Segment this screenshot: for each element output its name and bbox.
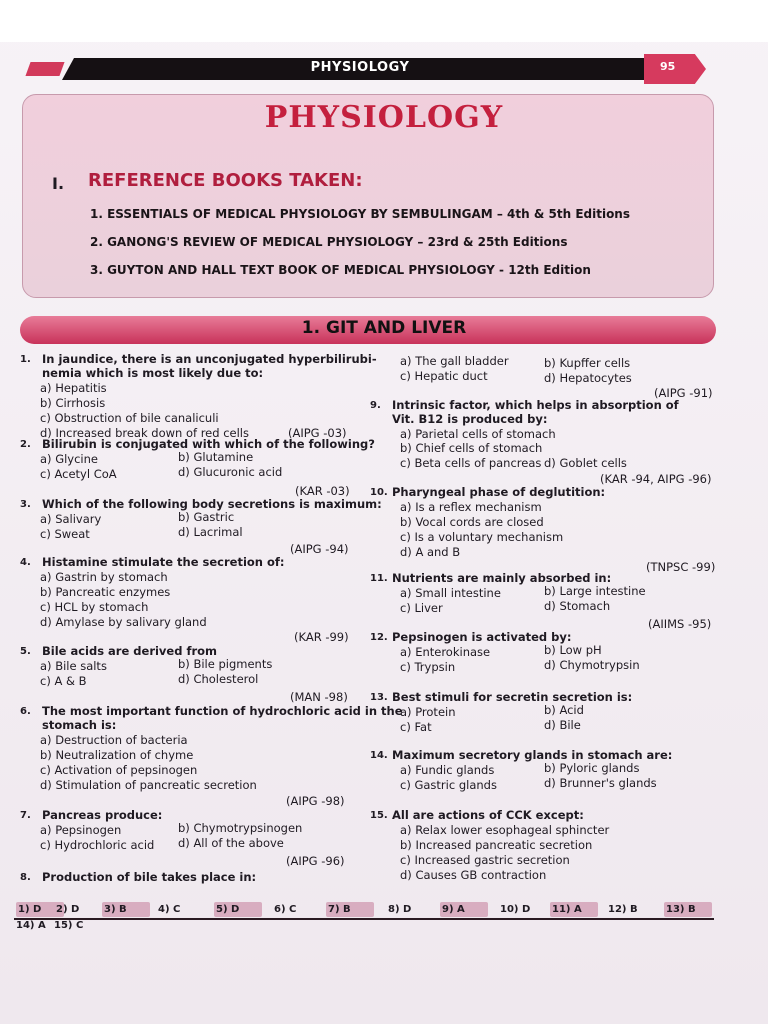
option: a) Is a reflex mechanism [400,500,542,514]
reference-item: 2. GANONG'S REVIEW OF MEDICAL PHYSIOLOGY – 23rd & 25th Editions [90,235,568,249]
question-text: Pepsinogen is activated by: [392,630,572,644]
option: c) Fat [400,720,432,734]
question-text: Maximum secretory glands in stomach are: [392,748,673,762]
question-number: 4. [20,557,31,568]
option: d) Stimulation of pancreatic secretion [40,778,257,792]
answer-value: C [173,904,181,915]
option: c) Obstruction of bile canaliculi [40,411,219,425]
question-text: The most important function of hydrochloric acid in the [42,704,403,718]
answer-key-divider [14,918,714,920]
answer-item [216,904,239,915]
option: d) Causes GB contraction [400,868,547,882]
question-number: 8. [20,872,31,883]
option: b) Acid [544,703,584,717]
answer-item [56,904,79,915]
question-number: 1. [20,354,31,365]
option: c) Sweat [40,527,90,541]
answer-number: 15) [54,920,73,931]
option: b) Kupffer cells [544,356,631,370]
answer-number: 11) [552,904,571,915]
question-text: Pancreas produce: [42,808,163,822]
option: a) Enterokinase [400,645,491,659]
answer-item [158,904,180,915]
question-text: stomach is: [42,718,117,732]
answer-value: A [457,904,465,915]
option: a) Fundic glands [400,763,495,777]
option: c) Liver [400,601,443,615]
question-number: 9. [370,400,381,411]
option: c) Hepatic duct [400,369,488,383]
reference-numeral: I. [52,174,65,193]
option: d) All of the above [178,836,284,850]
option: b) Gastric [178,510,235,524]
option: a) Gastrin by stomach [40,570,168,584]
question-text: Histamine stimulate the secretion of: [42,555,285,569]
question-source: (AIPG -91) [654,386,713,400]
option: d) A and B [400,545,461,559]
answer-item [552,904,582,915]
answer-value: C [289,904,297,915]
question-text: Intrinsic factor, which helps in absorption of [392,398,679,412]
question-text: Production of bile takes place in: [42,870,257,884]
option: d) Bile [544,718,581,732]
answer-item [328,904,351,915]
option: d) Glucuronic acid [178,465,283,479]
running-header: PHYSIOLOGY [310,60,410,75]
answer-item [666,904,696,915]
option: b) Glutamine [178,450,254,464]
answer-number: 8) [388,904,400,915]
option: a) Glycine [40,452,98,466]
section-title: 1. GIT AND LIVER [301,318,467,338]
answer-number: 3) [104,904,116,915]
option: d) Goblet cells [544,456,627,470]
question-number: 7. [20,810,31,821]
reference-heading: REFERENCE BOOKS TAKEN: [88,170,363,191]
question-source: (AIPG -03) [288,426,347,440]
page-title: PHYSIOLOGY [264,100,504,135]
option: a) Relax lower esophageal sphincter [400,823,610,837]
answer-item [16,920,46,931]
answer-value: D [33,904,42,915]
question-source: (AIPG -94) [290,542,349,556]
answer-item [54,920,83,931]
option: c) Gastric glands [400,778,497,792]
option: d) Brunner's glands [544,776,657,790]
option: b) Large intestine [544,584,646,598]
option: d) Lacrimal [178,525,243,539]
question-text: Vit. B12 is produced by: [392,412,548,426]
answer-number: 4) [158,904,170,915]
option: d) Increased break down of red cells [40,426,249,440]
question-source: (KAR -94, AIPG -96) [600,472,712,486]
option: a) Bile salts [40,659,107,673]
reference-item: 3. GUYTON AND HALL TEXT BOOK OF MEDICAL PHYSIOLOGY - 12th Edition [90,263,591,277]
answer-value: B [119,904,127,915]
question-number: 14. [370,750,388,761]
answer-number: 10) [500,904,519,915]
option: a) Salivary [40,512,102,526]
answer-item [274,904,296,915]
option: d) Chymotrypsin [544,658,640,672]
answer-number: 9) [442,904,454,915]
answer-number: 6) [274,904,286,915]
option: c) Beta cells of pancreas [400,456,542,470]
option: c) Acetyl CoA [40,467,117,481]
question-source: (KAR -03) [295,484,350,498]
answer-value: D [403,904,412,915]
option: b) Chymotrypsinogen [178,821,303,835]
question-text: Nutrients are mainly absorbed in: [392,571,612,585]
answer-value: D [231,904,240,915]
option: d) Stomach [544,599,611,613]
option: a) Destruction of bacteria [40,733,188,747]
question-number: 15. [370,810,388,821]
answer-item [18,904,41,915]
answer-number: 1) [18,904,30,915]
question-source: (TNPSC -99) [646,560,716,574]
option: c) HCL by stomach [40,600,149,614]
option: a) Hepatitis [40,381,107,395]
question-number: 10. [370,487,388,498]
question-text: All are actions of CCK except: [392,808,584,822]
option: b) Cirrhosis [40,396,106,410]
answer-value: A [37,920,46,931]
option: b) Neutralization of chyme [40,748,194,762]
option: c) Trypsin [400,660,456,674]
option: a) Pepsinogen [40,823,122,837]
option: d) Cholesterol [178,672,259,686]
page-top-margin [0,0,768,42]
page-number: 95 [660,60,676,73]
option: b) Low pH [544,643,602,657]
option: b) Vocal cords are closed [400,515,544,529]
answer-value: B [343,904,351,915]
answer-item [104,904,127,915]
option: a) Small intestine [400,586,501,600]
reference-item: 1. ESSENTIALS OF MEDICAL PHYSIOLOGY BY SEMBULINGAM – 4th & 5th Editions [90,207,630,221]
answer-number: 13) [666,904,685,915]
option: c) A & B [40,674,87,688]
question-source: (AIIMS -95) [648,617,712,631]
option: a) The gall bladder [400,354,509,368]
question-number: 3. [20,499,31,510]
answer-value: B [629,904,638,915]
answer-number: 7) [328,904,340,915]
question-source: (KAR -99) [294,630,349,644]
option: b) Increased pancreatic secretion [400,838,593,852]
option: d) Hepatocytes [544,371,632,385]
question-text: Best stimuli for secretin secretion is: [392,690,633,704]
question-source: (AIPG -96) [286,854,345,868]
answer-number: 5) [216,904,228,915]
question-source: (AIPG -98) [286,794,345,808]
option: b) Pancreatic enzymes [40,585,171,599]
answer-item [442,904,465,915]
option: a) Parietal cells of stomach [400,427,556,441]
header-accent [25,62,64,76]
answer-value: A [573,904,582,915]
question-text: In jaundice, there is an unconjugated hyperbilirubi- [42,352,377,366]
option: c) Increased gastric secretion [400,853,570,867]
answer-number: 14) [16,920,35,931]
question-number: 13. [370,692,388,703]
answer-value: D [71,904,80,915]
option: d) Amylase by salivary gland [40,615,207,629]
option: a) Protein [400,705,456,719]
question-source: (MAN -98) [290,690,348,704]
answer-number: 12) [608,904,627,915]
answer-item [608,904,638,915]
option: b) Pyloric glands [544,761,640,775]
question-text: Bile acids are derived from [42,644,218,658]
answer-value: D [521,904,531,915]
answer-value: C [75,920,84,931]
question-text: Which of the following body secretions is maximum: [42,497,382,511]
question-text: Bilirubin is conjugated with which of the following? [42,437,375,451]
question-number: 5. [20,646,31,657]
option: b) Bile pigments [178,657,273,671]
option: c) Hydrochloric acid [40,838,155,852]
answer-item [500,904,530,915]
answer-value: B [687,904,696,915]
option: c) Is a voluntary mechanism [400,530,564,544]
answer-number: 2) [56,904,68,915]
question-number: 11. [370,573,388,584]
answer-item [388,904,411,915]
question-text: nemia which is most likely due to: [42,366,264,380]
option: c) Activation of pepsinogen [40,763,198,777]
question-number: 2. [20,439,31,450]
question-text: Pharyngeal phase of deglutition: [392,485,606,499]
question-number: 6. [20,706,31,717]
question-number: 12. [370,632,388,643]
option: b) Chief cells of stomach [400,441,543,455]
